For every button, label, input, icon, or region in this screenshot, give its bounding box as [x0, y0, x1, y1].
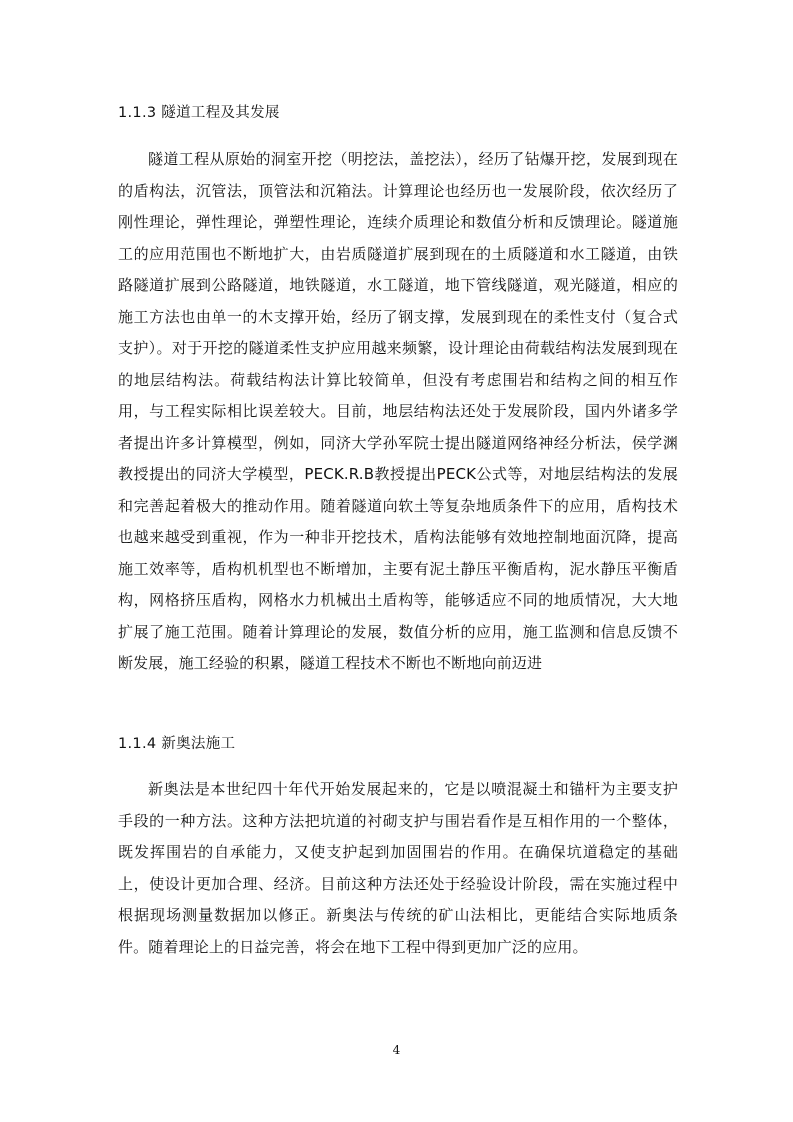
section-heading-1-1-3: 1.1.3 隧道工程及其发展 [118, 105, 280, 121]
page-number: 4 [392, 1043, 401, 1057]
section-paragraph-1-1-4: 新奥法是本世纪四十年代开始发展起来的，它是以喷混凝土和锚杆为主要支护手段的一种方法。这种方法把坑道的衬砌支护与围岩看作是互相作用的一个整体，既发挥围岩的自承能力，又使支护起到加固围岩的作用。在确保坑道稳定的基础上，使设计更加合理、经济。目前这种方法还处于经验设计阶段，需在实施过程中根据现场测量数据加以修正。新奥法与传统的矿山法相比，更能结合实际地质条件。随着理论上的日益完善，将会在地下工程中得到更加广泛的应用。 [118, 780, 678, 956]
section-paragraph-1-1-3: 隧道工程从原始的洞室开挖（明挖法，盖挖法），经历了钻爆开挖，发展到现在的盾构法，沉管法，顶管法和沉箱法。计算理论也经历也一发展阶段，依次经历了刚性理论，弹性理论，弹塑性理论，连续介质理论和数值分析和反馈理论。隧道施工的应用范围也不断地扩大，由岩质隧道扩展到现在的土质隧道和水工隧道，由铁路隧道扩展到公路隧道，地铁隧道，水工隧道，地下管线隧道，观光隧道，相应的施工方法也由单一的木支撑开始，经历了钢支撑，发展到现在的柔性支付（复合式支护）。对于开挖的隧道柔性支护应用越来频繁，设计理论由荷载结构法发展到现在的地层结构法。荷载结构法计算比较简单，但没有考虑围岩和结构之间的相互作用，与工程实际相比误差较大。目前，地层结构法还处于发展阶段，国内外诸多学者提出许多计算模型，例如，同济大学孙军院士提出隧道网络神经分析法，侯学渊教授提出的同济大学模型，PECK.R.B教授提出PECK公式等，对地层结构法的发展和完善起着极大的推动作用。随着隧道向软土等复杂地质条件下的应用，盾构技术也越来越受到重视，作为一种非开挖技术，盾构法能够有效地控制地面沉降，提高施工效率等，盾构机机型也不断增加，主要有泥土静压平衡盾构，泥水静压平衡盾构，网格挤压盾构，网格水力机械出土盾构等，能够适应不同的地质情况，大大地扩展了施工范围。随着计算理论的发展，数值分析的应用，施工监测和信息反馈不断发展，施工经验的积累，隧道工程技术不断也不断地向前迈进 [118, 150, 678, 672]
section-heading-1-1-4: 1.1.4 新奥法施工 [118, 736, 236, 752]
